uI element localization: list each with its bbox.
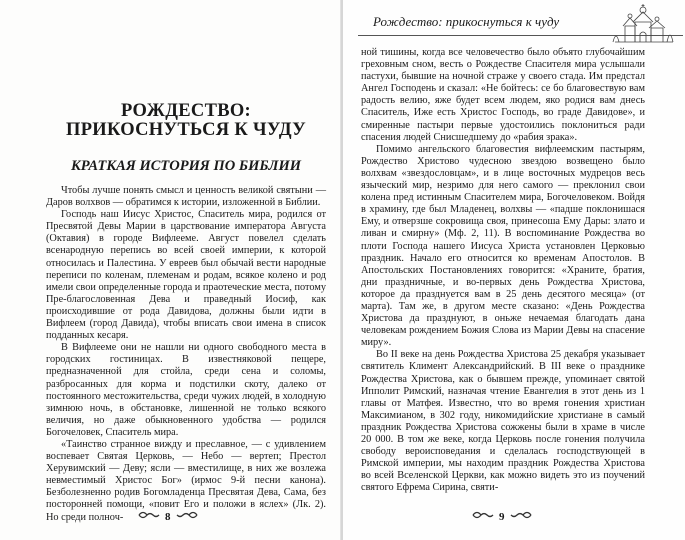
church-vignette-icon bbox=[611, 4, 677, 44]
chapter-title-line-2: ПРИКОСНУТЬСЯ К ЧУДУ bbox=[66, 120, 306, 140]
ornament-right-icon bbox=[175, 509, 199, 525]
paragraph: «Таинство странное вижду и преславное, — с удивлением воспевает Святая Церковь, — Небо — вертеп; Престол Херувимский — Деву; ясли — вместилище, в них же возлежа невместимый Христос Бог» (ирмос 9-й песни канона). Безболезненно родив Богомладенца Пресвятая Дева, Сама, без посторонней помощи, «повит Его и положи в яслех» (Лк. 2). Но среди полноч- bbox=[46, 438, 326, 523]
paragraph: В Вифлееме они не нашли ни одного свободного места в городских гостиницах. В известняковой пещере, предназначенной для стойла, среди сена и соломы, разбросанных для корма и подстилки скоту, далеко от постоянного местожительства, среди чужих людей, в холодную зимнюю ночь, в обстановке, лишенной не только всякого величия, но даже обыкновенного удобства — родился Богочеловек, Спаситель мира. bbox=[46, 342, 326, 438]
left-page bbox=[0, 0, 342, 540]
page-number-right bbox=[471, 509, 533, 525]
page-number: 8 bbox=[165, 511, 171, 523]
paragraph: Чтобы лучше понять смысл и ценность великой святыни — Даров волхвов — обратимся к истории, изложенной в Библии. bbox=[46, 185, 326, 209]
left-body-text bbox=[46, 185, 326, 524]
running-head: Рождество: прикоснуться к чуду bbox=[373, 14, 560, 29]
paragraph: ной тишины, когда все человечество было объято глубочайшим греховным сном, весть о Рождестве Спасителя мира услышали пастухи, бывшие на ночной страже у своего стада. Им предстал Ангел Господень и сказал: «Не бойтесь: се бо благовествую вам радость велию, яже будет всем людем, яко родися вам днесь Спаситель, Иже есть Христос Господь, во граде Давидове», и смиренные пастыри первые удостоились поклониться ради спасения людей Снисшедшему до «рабия зрака». bbox=[361, 47, 645, 143]
chapter-title-line-1: РОЖДЕСТВО: bbox=[120, 101, 252, 121]
right-body-text bbox=[361, 47, 645, 494]
page-number: 9 bbox=[499, 511, 505, 523]
section-subtitle: КРАТКАЯ ИСТОРИЯ ПО БИБЛИИ bbox=[70, 158, 302, 174]
ornament-right-icon bbox=[509, 509, 533, 525]
ornament-left-icon bbox=[471, 509, 495, 525]
paragraph: Господь наш Иисус Христос, Спаситель мира, родился от Пресвятой Девы Марии в царствование императора Августа (Октавия) в городе Вифлееме. Август повелел сделать всенародную перепись во всей своей империи, к которой относилась и Палестина. У евреев был обычай вести народные переписи по коленам, племенам и родам, всякое колено и род имели свои определенные города и праотеческие места, потому Пре-благословенная Дева и праведный Иосиф, как происходившие от рода Давидова, должны были идти в Вифлеем (город Давида), чтобы вписать свои имена в список подданных кесаря. bbox=[46, 209, 326, 342]
right-page bbox=[343, 0, 685, 540]
paragraph: Во II веке на день Рождества Христова 25 декабря указывает святитель Климент Александрийский. В III веке о празднике Рождества Христова, как о бывшем прежде, упоминает святой Ипполит Римский, назначая чтение Евангелия в этот день из 1 главы от Матфея. Известно, что во время гонения христиан Максимианом, в 302 году, никомидийские христиане в самый праздник Рождества Христова сожжены были в храме в числе 20 000. В том же веке, когда Церковь после гонения получила свободу вероисповедания и сделалась господствующей в Римской империи, мы находим праздник Рождества Христова во всей Вселенской Церкви, как можно видеть это из поучений святого Ефрема Сирина, святи- bbox=[361, 349, 645, 494]
paragraph: Помимо ангельского благовестия вифлеемским пастырям, Рождество Христово чудесною звездою возвещено было волхвам «звездословцам», и в лице восточных мудрецов весь языческий мир, незримо для него самого — преклонил свои колена пред истинным Спасителем мира, Богочеловеком. Войдя в храмину, где был Младенец, волхвы — «падше поклонишася Ему, и отверзше сокровища своя, принесоша Ему Дары: злато и ливан и смирну» (Мф. 2, 11). В воспоминание Рождества во плоти Господа нашего Иисуса Христа установлен Церковью праздник. Начало его относится ко временам Апостолов. В Апостольских Постановлениях говорится: «Храните, братия, дни праздничные, и во-первых день Рождества Христова, которое да празднуется вам в 25 день десятого месяца» (от марта). Там же, в другом месте сказано: «День Рождества Христова да празднуют, в оньже нечаемая благодать дана человекам рождением Божия Слова из Марии Девы на спасение миру». bbox=[361, 143, 645, 349]
ornament-left-icon bbox=[137, 509, 161, 525]
page-number-left bbox=[137, 509, 199, 525]
chapter-title bbox=[60, 102, 312, 140]
